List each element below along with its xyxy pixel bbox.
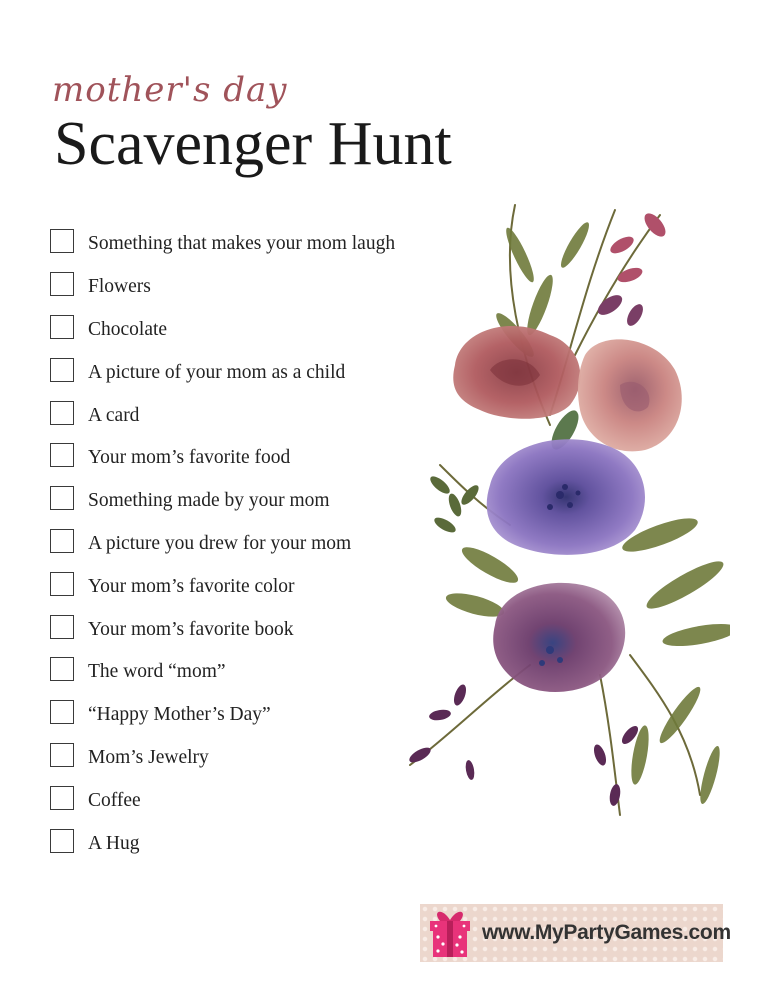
checklist-item — [50, 348, 395, 391]
checkbox[interactable] — [50, 272, 74, 296]
checklist-item-label: Mom’s Jewelry — [88, 746, 209, 768]
checkbox[interactable] — [50, 572, 74, 596]
checkbox[interactable] — [50, 358, 74, 382]
checklist-item-label: Something made by your mom — [88, 490, 330, 512]
checklist-item-label: “Happy Mother’s Day” — [88, 704, 271, 726]
checklist-item — [50, 734, 395, 777]
checklist-item-label: Your mom’s favorite book — [88, 618, 294, 640]
checklist-item-label: Something that makes your mom laugh — [88, 233, 396, 255]
checkbox[interactable] — [50, 829, 74, 853]
checklist-item — [50, 691, 395, 734]
checklist-item — [50, 477, 395, 520]
checklist-item — [50, 391, 395, 434]
checkbox[interactable] — [50, 657, 74, 681]
checkbox[interactable] — [50, 615, 74, 639]
checklist-item-label: A picture of your mom as a child — [88, 361, 346, 383]
checklist-item — [50, 776, 395, 819]
checklist-item-label: Your mom’s favorite color — [88, 575, 295, 597]
checklist-item — [50, 434, 395, 477]
checkbox[interactable] — [50, 786, 74, 810]
page-title: Scavenger Hunt — [54, 110, 452, 178]
checklist-item-label: Your mom’s favorite food — [88, 447, 291, 469]
checkbox[interactable] — [50, 315, 74, 339]
checkbox[interactable] — [50, 401, 74, 425]
website-link[interactable]: www.MyPartyGames.com — [482, 921, 731, 944]
checkbox[interactable] — [50, 486, 74, 510]
checkbox[interactable] — [50, 529, 74, 553]
checklist-item — [50, 819, 395, 862]
checklist-item — [50, 263, 395, 306]
checklist-item-label: The word “mom” — [88, 661, 226, 683]
checklist-item — [50, 520, 395, 563]
checkbox[interactable] — [50, 443, 74, 467]
subtitle-script: mother's day — [52, 70, 288, 110]
checkbox[interactable] — [50, 229, 74, 253]
checklist-item — [50, 306, 395, 349]
scavenger-checklist — [50, 220, 395, 862]
checklist-item — [50, 605, 395, 648]
watercolor-flower-bouquet-icon — [400, 195, 730, 845]
checkbox[interactable] — [50, 700, 74, 724]
checklist-item-label: A Hug — [88, 832, 140, 854]
logo-banner[interactable] — [420, 904, 731, 962]
checklist-item-label: A picture you drew for your mom — [88, 532, 352, 554]
checklist-item-label: Flowers — [88, 276, 151, 298]
checklist-item-label: Coffee — [88, 789, 141, 811]
checklist-item — [50, 220, 395, 263]
checkbox[interactable] — [50, 743, 74, 767]
checklist-item — [50, 648, 395, 691]
checklist-item-label: Chocolate — [88, 318, 168, 340]
gift-box-icon — [426, 907, 474, 959]
checklist-item — [50, 562, 395, 605]
checklist-item-label: A card — [88, 404, 140, 426]
